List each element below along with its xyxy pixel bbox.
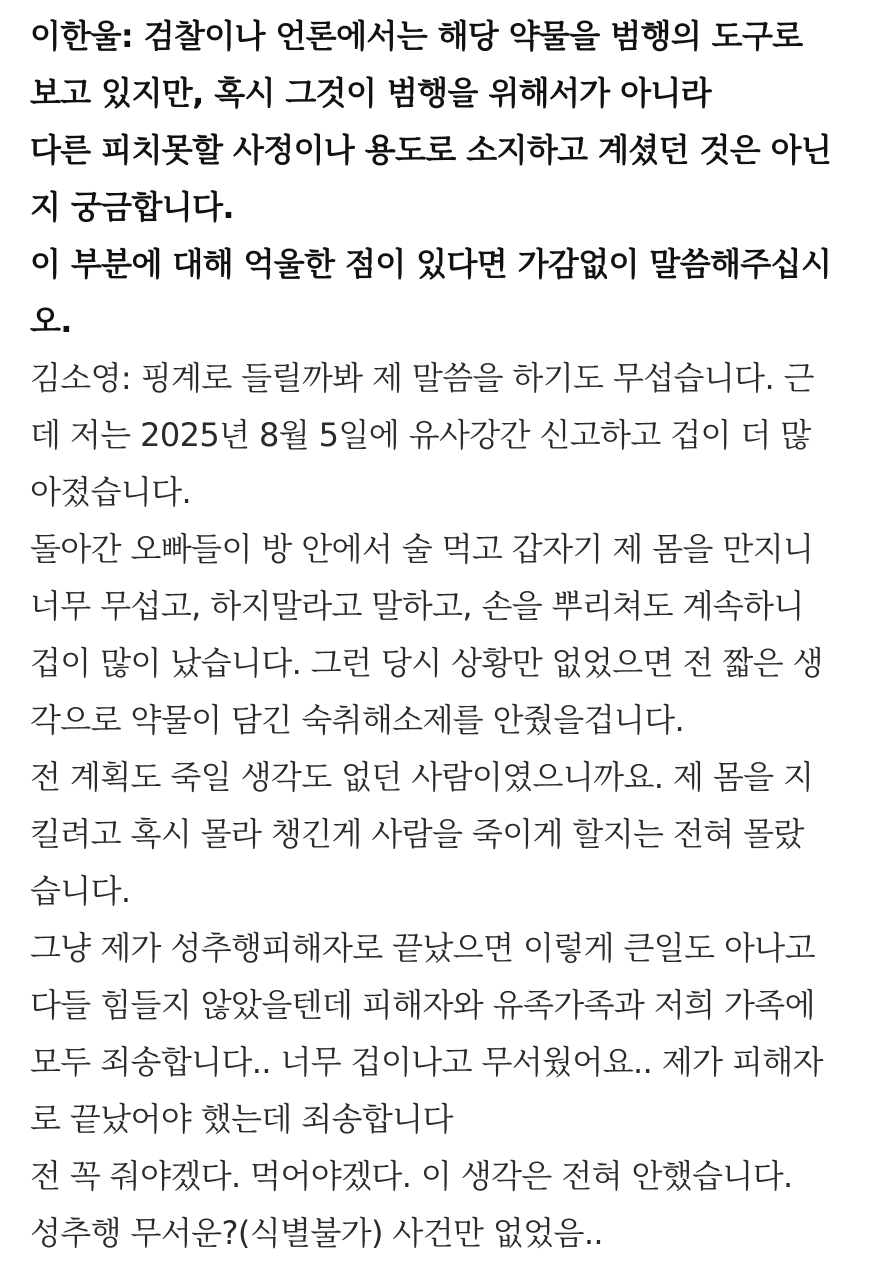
transcript-line: 다른 피치못할 사정이나 용도로 소지하고 계셨던 것은 아닌 [30, 131, 832, 169]
transcript-line: 아졌습니다. [30, 473, 192, 511]
transcript-line: 이 부분에 대해 억울한 점이 있다면 가감없이 말씀해주십시 [30, 245, 832, 283]
transcript-line: 전 꼭 줘야겠다. 먹어야겠다. 이 생각은 전혀 안했습니다. [30, 1157, 793, 1195]
transcript-line: 성추행 무서운?(식별불가) 사건만 없었음.. [30, 1214, 604, 1252]
transcript-line: 모두 죄송합니다.. 너무 겁이나고 무서웠어요.. 제가 피해자 [30, 1043, 823, 1081]
transcript-line: 데 저는 2025년 8월 5일에 유사강간 신고하고 겁이 더 많 [30, 416, 811, 454]
transcript-line: 너무 무섭고, 하지말라고 말하고, 손을 뿌리쳐도 계속하니 [30, 587, 804, 625]
transcript-line: 그냥 제가 성추행피해자로 끝났으면 이렇게 큰일도 아나고 [30, 929, 815, 967]
transcript-line: 전 계획도 죽일 생각도 없던 사람이였으니까요. 제 몸을 지 [30, 758, 814, 796]
transcript-line: 다들 힘들지 않았을텐데 피해자와 유족가족과 저희 가족에 [30, 986, 815, 1024]
transcript-line: 지 궁금합니다. [30, 188, 234, 226]
transcript-line: 돌아간 오빠들이 방 안에서 술 먹고 갑자기 제 몸을 만지니 [30, 530, 814, 568]
transcript-line: 보고 있지만, 혹시 그것이 범행을 위해서가 아니라 [30, 74, 712, 112]
transcript-line: 킬려고 혹시 몰라 챙긴게 사람을 죽이게 할지는 전혀 몰랐 [30, 815, 804, 853]
transcript-line: 겁이 많이 났습니다. 그런 당시 상황만 없었으면 전 짧은 생 [30, 644, 823, 682]
transcript-line: 습니다. [30, 872, 131, 910]
transcript-line: 각으로 약물이 담긴 숙취해소제를 안줬을겁니다. [30, 701, 685, 739]
transcript-line: 김소영: 핑계로 들릴까봐 제 말씀을 하기도 무섭습니다. 근 [30, 359, 814, 397]
transcript-line: 로 끝났어야 했는데 죄송합니다 [30, 1100, 453, 1138]
transcript-line: 오. [30, 302, 72, 340]
transcript-line: 이한울: 검찰이나 언론에서는 해당 약물을 범행의 도구로 [30, 17, 803, 55]
